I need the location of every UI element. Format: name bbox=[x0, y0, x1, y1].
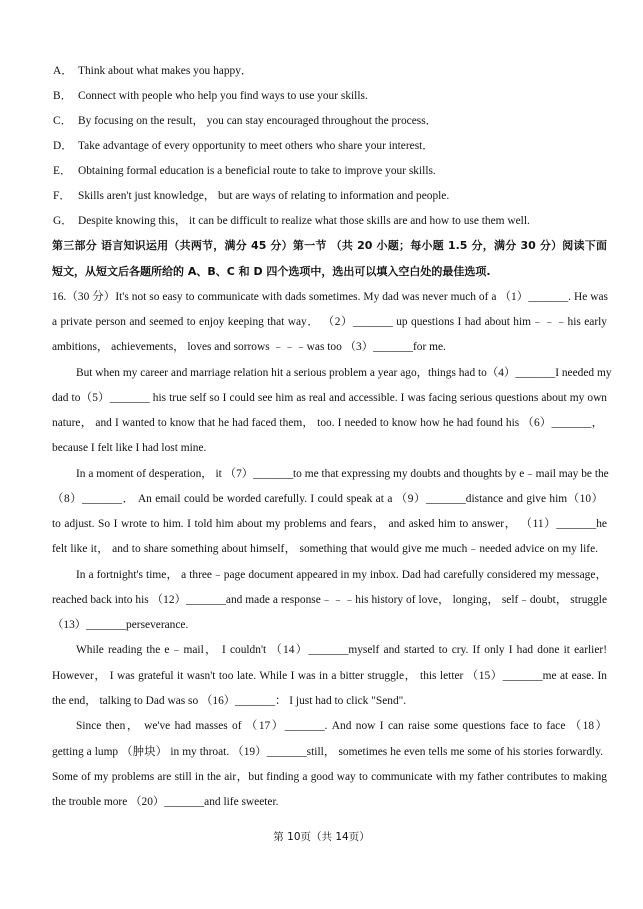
passage-line: But when my career and marriage relation hit a serious problem a year ago，things had to（4）_______I needed my bbox=[76, 367, 612, 379]
option-text: Think about what makes you happy． bbox=[78, 65, 253, 77]
passage-line: the end， talking to Dad was so （16）_______： I just had to click "Send". bbox=[52, 695, 407, 707]
option-d bbox=[53, 138, 434, 154]
option-text: By focusing on the result， you can stay encouraged throughout the process． bbox=[78, 115, 438, 127]
section-header-line-1: 第三部分 语言知识运用（共两节，满分 45 分）第一节 （共 20 小题；每小题 1.5 分，满分 30 分）阅读下面 bbox=[52, 239, 607, 252]
passage-line: 16.（30 分）It's not so easy to communicate with dads sometimes. My dad was never much of a （1）_______. He was bbox=[52, 291, 608, 303]
passage-line: because I felt like I had lost mine. bbox=[52, 442, 207, 454]
option-letter: F． bbox=[53, 190, 71, 202]
section-header-line-2: 短文，从短文后各题所给的 A、B、C 和 D 四个选项中，选出可以填入空白处的最佳选项. bbox=[52, 265, 491, 278]
page-number-footer: 第 10页（共 14页） bbox=[273, 831, 370, 843]
passage-line: （13）_______perseverance. bbox=[52, 619, 189, 631]
passage-line: reached back into his （12）_______and made a response﹣﹣﹣his history of love， longing， self﹣doubt， struggle bbox=[52, 594, 607, 606]
passage-line: Since then， we've had masses of （17）_______. And now I can raise some questions face to face （18） bbox=[76, 720, 607, 732]
passage-line: （8）_______． An email could be worded carefully. I could speak at a （9）_______distance and give him（10） bbox=[52, 493, 603, 505]
option-letter: D． bbox=[53, 140, 73, 152]
passage-line: to adjust. So I wrote to him. I told him about my problems and fears， and asked him to answer， （11）_______he bbox=[52, 518, 607, 530]
option-letter: B． bbox=[53, 90, 72, 102]
passage-line: In a fortnight's time， a three﹣page document appeared in my inbox. Dad had carefully considered my message， bbox=[76, 569, 607, 581]
option-text: Skills aren't just knowledge， but are ways of relating to information and people. bbox=[78, 190, 450, 202]
option-text: Connect with people who help you find ways to use your skills. bbox=[78, 90, 368, 102]
option-e bbox=[53, 163, 436, 179]
passage-line: getting a lump （肿块） in my throat. （19）_______still， sometimes he even tells me some of his stories forwardly. bbox=[52, 746, 603, 758]
passage-line: In a moment of desperation， it （7）_______to me that expressing my doubts and thoughts by e﹣mail may be the bbox=[76, 468, 609, 480]
option-g bbox=[53, 213, 530, 229]
passage-line: While reading the e﹣mail， I couldn't （14）_______myself and started to cry. If only I had done it earlier! bbox=[76, 644, 607, 656]
option-text: Obtaining formal education is a beneficial route to take to improve your skills. bbox=[78, 165, 436, 177]
option-a bbox=[53, 63, 252, 79]
passage-line: dad to（5）_______ his true self so I could see him as real and accessible. I was facing serious questions about my own bbox=[52, 392, 607, 404]
passage-line: felt like it， and to share something about himself， something that would give me much﹣needed advice on my life. bbox=[52, 543, 598, 555]
option-b bbox=[53, 88, 368, 104]
passage-line: the trouble more （20）_______and life sweeter. bbox=[52, 796, 279, 808]
option-text: Take advantage of every opportunity to meet others who share your interest． bbox=[78, 140, 434, 152]
passage-line: ambitions， achievements， loves and sorrows ﹣﹣﹣was too （3）_______for me. bbox=[52, 341, 446, 353]
passage-line: a private person and seemed to enjoy keeping that way． （2）_______ up questions I had about him﹣﹣﹣his early bbox=[52, 316, 607, 328]
option-letter: G． bbox=[53, 215, 73, 227]
option-letter: A． bbox=[53, 65, 73, 77]
option-text: Despite knowing this， it can be difficult to realize what those skills are and how to use them well. bbox=[78, 215, 530, 227]
option-f bbox=[53, 188, 449, 204]
option-c bbox=[53, 113, 437, 129]
option-letter: E． bbox=[53, 165, 72, 177]
passage-line: nature， and I wanted to know that he had faced them， too. I needed to know how he had found his （6）_______， bbox=[52, 417, 603, 429]
passage-line: Some of my problems are still in the air，but finding a good way to communicate with my father contributes to making bbox=[52, 771, 607, 783]
option-letter: C． bbox=[53, 115, 72, 127]
passage-line: However， I was grateful it wasn't too late. While I was in a bitter struggle， this letter （15）_______me at ease. In bbox=[52, 670, 607, 682]
